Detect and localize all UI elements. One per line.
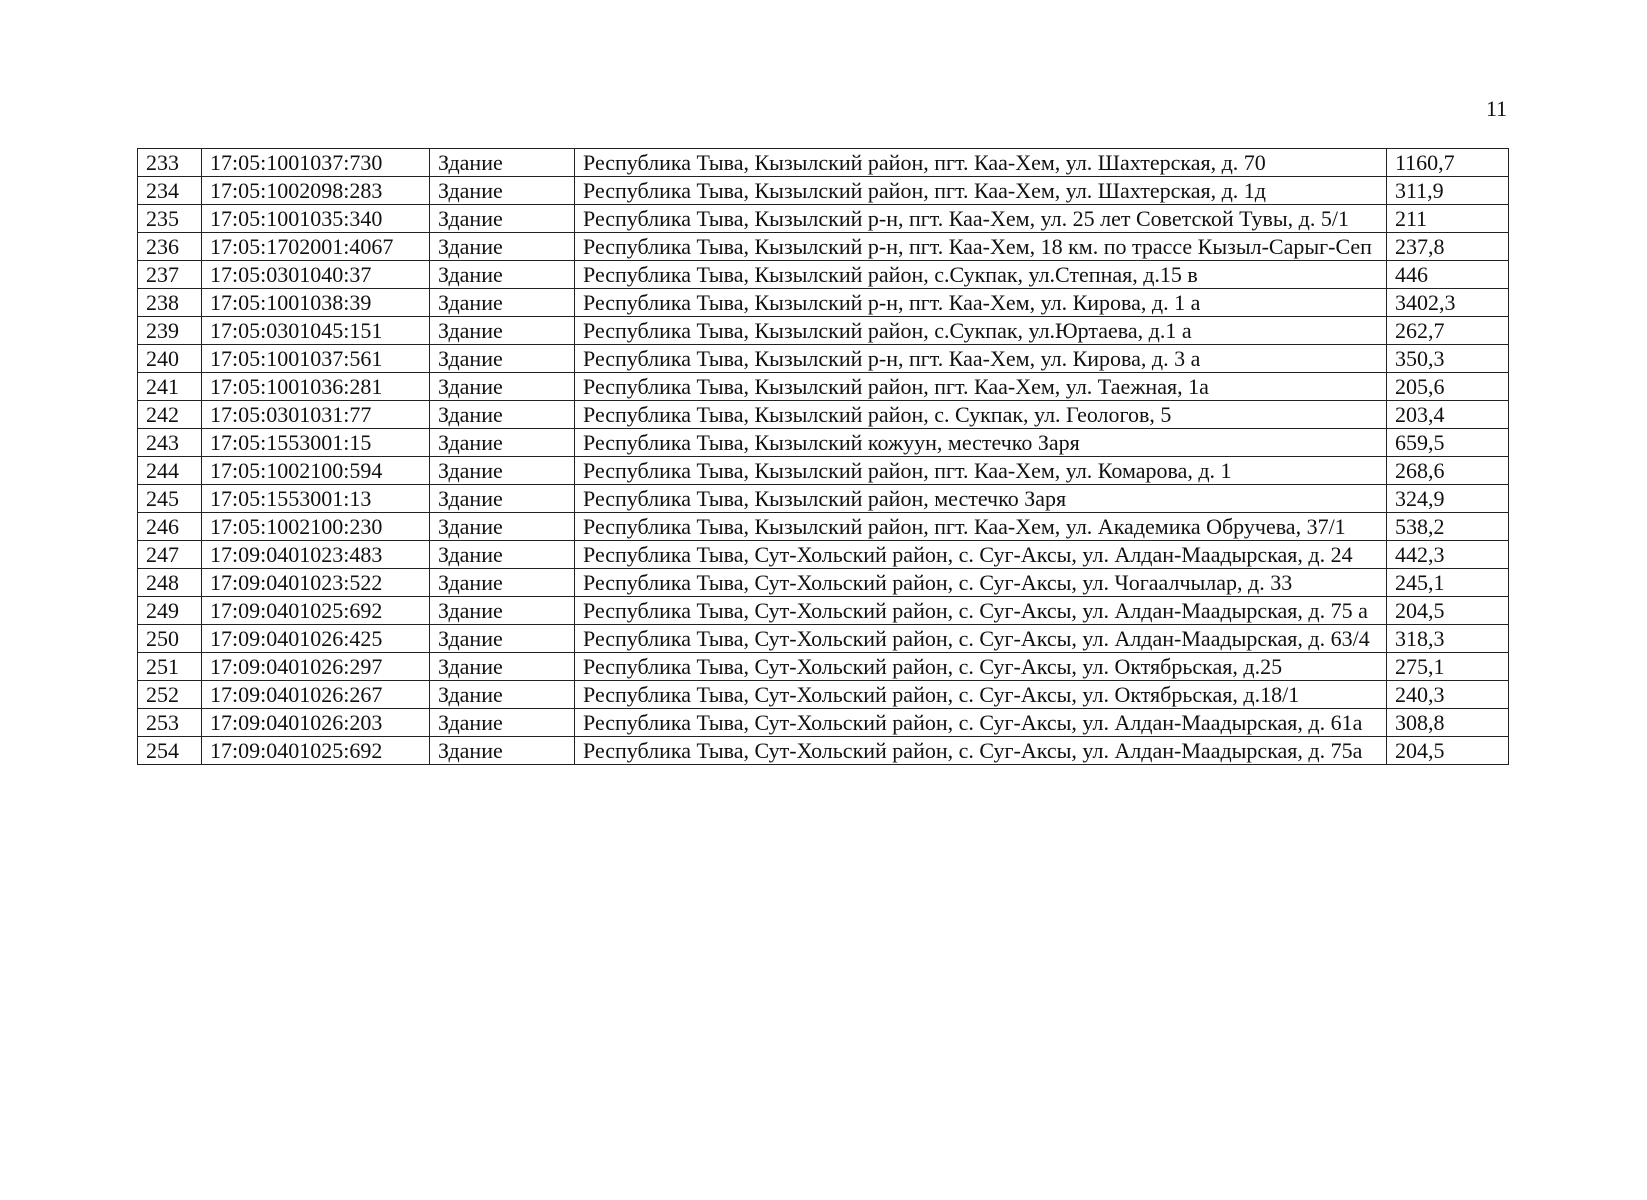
address-cell: Республика Тыва, Кызылский район, с.Сукпак, ул.Юртаева, д.1 а [575, 317, 1387, 345]
table-row [138, 541, 1509, 569]
table-row [138, 597, 1509, 625]
cadastral-number-cell: 17:05:1553001:13 [202, 485, 430, 513]
object-type-cell: Здание [430, 373, 575, 401]
object-type-cell: Здание [430, 233, 575, 261]
object-type-cell: Здание [430, 569, 575, 597]
area-cell: 318,3 [1387, 625, 1509, 653]
row-number-cell: 240 [138, 345, 202, 373]
object-type-cell: Здание [430, 541, 575, 569]
table-row [138, 737, 1509, 765]
object-type-cell: Здание [430, 681, 575, 709]
row-number-cell: 235 [138, 205, 202, 233]
address-cell: Республика Тыва, Кызылский р-н, пгт. Каа-Хем, 18 км. по трассе Кызыл-Сарыг-Сеп [575, 233, 1387, 261]
address-cell: Республика Тыва, Кызылский район, пгт. Каа-Хем, ул. Академика Обручева, 37/1 [575, 513, 1387, 541]
cadastral-number-cell: 17:09:0401025:692 [202, 597, 430, 625]
row-number-cell: 245 [138, 485, 202, 513]
row-number-cell: 254 [138, 737, 202, 765]
cadastral-number-cell: 17:05:1702001:4067 [202, 233, 430, 261]
address-cell: Республика Тыва, Кызылский р-н, пгт. Каа-Хем, ул. Кирова, д. 3 а [575, 345, 1387, 373]
cadastral-number-cell: 17:05:1001035:340 [202, 205, 430, 233]
area-cell: 211 [1387, 205, 1509, 233]
row-number-cell: 244 [138, 457, 202, 485]
table-row [138, 513, 1509, 541]
object-type-cell: Здание [430, 289, 575, 317]
area-cell: 204,5 [1387, 597, 1509, 625]
object-type-cell: Здание [430, 401, 575, 429]
area-cell: 446 [1387, 261, 1509, 289]
row-number-cell: 252 [138, 681, 202, 709]
table-row [138, 289, 1509, 317]
object-type-cell: Здание [430, 513, 575, 541]
address-cell: Республика Тыва, Сут-Хольский район, с. Суг-Аксы, ул. Чогаалчылар, д. 33 [575, 569, 1387, 597]
row-number-cell: 233 [138, 149, 202, 177]
row-number-cell: 237 [138, 261, 202, 289]
address-cell: Республика Тыва, Сут-Хольский район, с. Суг-Аксы, ул. Октябрьская, д.18/1 [575, 681, 1387, 709]
cadastral-number-cell: 17:05:1002098:283 [202, 177, 430, 205]
address-cell: Республика Тыва, Сут-Хольский район, с. Суг-Аксы, ул. Алдан-Маадырская, д. 24 [575, 541, 1387, 569]
area-cell: 442,3 [1387, 541, 1509, 569]
object-type-cell: Здание [430, 261, 575, 289]
area-cell: 311,9 [1387, 177, 1509, 205]
row-number-cell: 253 [138, 709, 202, 737]
cadastral-number-cell: 17:09:0401025:692 [202, 737, 430, 765]
cadastral-number-cell: 17:05:1001037:561 [202, 345, 430, 373]
cadastral-number-cell: 17:05:1001038:39 [202, 289, 430, 317]
table-row [138, 261, 1509, 289]
table-row [138, 345, 1509, 373]
object-type-cell: Здание [430, 429, 575, 457]
cadastral-number-cell: 17:09:0401023:483 [202, 541, 430, 569]
row-number-cell: 249 [138, 597, 202, 625]
area-cell: 3402,3 [1387, 289, 1509, 317]
address-cell: Республика Тыва, Кызылский район, с.Сукпак, ул.Степная, д.15 в [575, 261, 1387, 289]
address-cell: Республика Тыва, Сут-Хольский район, с. Суг-Аксы, ул. Алдан-Маадырская, д. 61а [575, 709, 1387, 737]
area-cell: 240,3 [1387, 681, 1509, 709]
table-row [138, 373, 1509, 401]
table-row [138, 625, 1509, 653]
address-cell: Республика Тыва, Кызылский район, пгт. Каа-Хем, ул. Шахтерская, д. 1д [575, 177, 1387, 205]
table-row [138, 317, 1509, 345]
cadastral-number-cell: 17:05:1553001:15 [202, 429, 430, 457]
table-row [138, 709, 1509, 737]
cadastral-number-cell: 17:05:0301040:37 [202, 261, 430, 289]
table-row [138, 457, 1509, 485]
object-type-cell: Здание [430, 457, 575, 485]
cadastral-number-cell: 17:05:1002100:230 [202, 513, 430, 541]
area-cell: 324,9 [1387, 485, 1509, 513]
object-type-cell: Здание [430, 625, 575, 653]
address-cell: Республика Тыва, Сут-Хольский район, с. Суг-Аксы, ул. Алдан-Маадырская, д. 75 а [575, 597, 1387, 625]
cadastral-number-cell: 17:05:0301031:77 [202, 401, 430, 429]
table-row [138, 233, 1509, 261]
address-cell: Республика Тыва, Сут-Хольский район, с. Суг-Аксы, ул. Октябрьская, д.25 [575, 653, 1387, 681]
table-row [138, 177, 1509, 205]
row-number-cell: 250 [138, 625, 202, 653]
object-type-cell: Здание [430, 177, 575, 205]
area-cell: 245,1 [1387, 569, 1509, 597]
object-type-cell: Здание [430, 149, 575, 177]
address-cell: Республика Тыва, Кызылский р-н, пгт. Каа-Хем, ул. Кирова, д. 1 а [575, 289, 1387, 317]
area-cell: 268,6 [1387, 457, 1509, 485]
table-row [138, 401, 1509, 429]
cadastral-number-cell: 17:09:0401026:203 [202, 709, 430, 737]
table-row [138, 653, 1509, 681]
row-number-cell: 247 [138, 541, 202, 569]
row-number-cell: 241 [138, 373, 202, 401]
area-cell: 538,2 [1387, 513, 1509, 541]
address-cell: Республика Тыва, Кызылский кожуун, местечко Заря [575, 429, 1387, 457]
cadastral-number-cell: 17:09:0401023:522 [202, 569, 430, 597]
table-row [138, 149, 1509, 177]
cadastral-number-cell: 17:09:0401026:267 [202, 681, 430, 709]
table-row [138, 485, 1509, 513]
address-cell: Республика Тыва, Кызылский р-н, пгт. Каа-Хем, ул. 25 лет Советской Тувы, д. 5/1 [575, 205, 1387, 233]
object-type-cell: Здание [430, 205, 575, 233]
table-row [138, 569, 1509, 597]
row-number-cell: 238 [138, 289, 202, 317]
area-cell: 203,4 [1387, 401, 1509, 429]
address-cell: Республика Тыва, Сут-Хольский район, с. Суг-Аксы, ул. Алдан-Маадырская, д. 75а [575, 737, 1387, 765]
object-type-cell: Здание [430, 737, 575, 765]
cadastral-number-cell: 17:09:0401026:297 [202, 653, 430, 681]
table-row [138, 429, 1509, 457]
address-cell: Республика Тыва, Сут-Хольский район, с. Суг-Аксы, ул. Алдан-Маадырская, д. 63/4 [575, 625, 1387, 653]
area-cell: 237,8 [1387, 233, 1509, 261]
row-number-cell: 234 [138, 177, 202, 205]
cadastral-number-cell: 17:09:0401026:425 [202, 625, 430, 653]
cadastral-number-cell: 17:05:1001036:281 [202, 373, 430, 401]
area-cell: 1160,7 [1387, 149, 1509, 177]
area-cell: 262,7 [1387, 317, 1509, 345]
address-cell: Республика Тыва, Кызылский район, местечко Заря [575, 485, 1387, 513]
address-cell: Республика Тыва, Кызылский район, пгт. Каа-Хем, ул. Таежная, 1а [575, 373, 1387, 401]
table-row [138, 205, 1509, 233]
area-cell: 204,5 [1387, 737, 1509, 765]
area-cell: 350,3 [1387, 345, 1509, 373]
row-number-cell: 239 [138, 317, 202, 345]
table-body [138, 149, 1509, 765]
table-row [138, 681, 1509, 709]
object-type-cell: Здание [430, 709, 575, 737]
area-cell: 275,1 [1387, 653, 1509, 681]
row-number-cell: 243 [138, 429, 202, 457]
row-number-cell: 236 [138, 233, 202, 261]
property-table [137, 148, 1509, 765]
area-cell: 205,6 [1387, 373, 1509, 401]
object-type-cell: Здание [430, 485, 575, 513]
address-cell: Республика Тыва, Кызылский район, с. Сукпак, ул. Геологов, 5 [575, 401, 1387, 429]
object-type-cell: Здание [430, 597, 575, 625]
row-number-cell: 251 [138, 653, 202, 681]
object-type-cell: Здание [430, 653, 575, 681]
page-number: 11 [1486, 96, 1508, 121]
cadastral-number-cell: 17:05:1001037:730 [202, 149, 430, 177]
cadastral-number-cell: 17:05:1002100:594 [202, 457, 430, 485]
row-number-cell: 246 [138, 513, 202, 541]
address-cell: Республика Тыва, Кызылский район, пгт. Каа-Хем, ул. Комарова, д. 1 [575, 457, 1387, 485]
row-number-cell: 242 [138, 401, 202, 429]
object-type-cell: Здание [430, 345, 575, 373]
object-type-cell: Здание [430, 317, 575, 345]
cadastral-number-cell: 17:05:0301045:151 [202, 317, 430, 345]
area-cell: 659,5 [1387, 429, 1509, 457]
row-number-cell: 248 [138, 569, 202, 597]
address-cell: Республика Тыва, Кызылский район, пгт. Каа-Хем, ул. Шахтерская, д. 70 [575, 149, 1387, 177]
area-cell: 308,8 [1387, 709, 1509, 737]
